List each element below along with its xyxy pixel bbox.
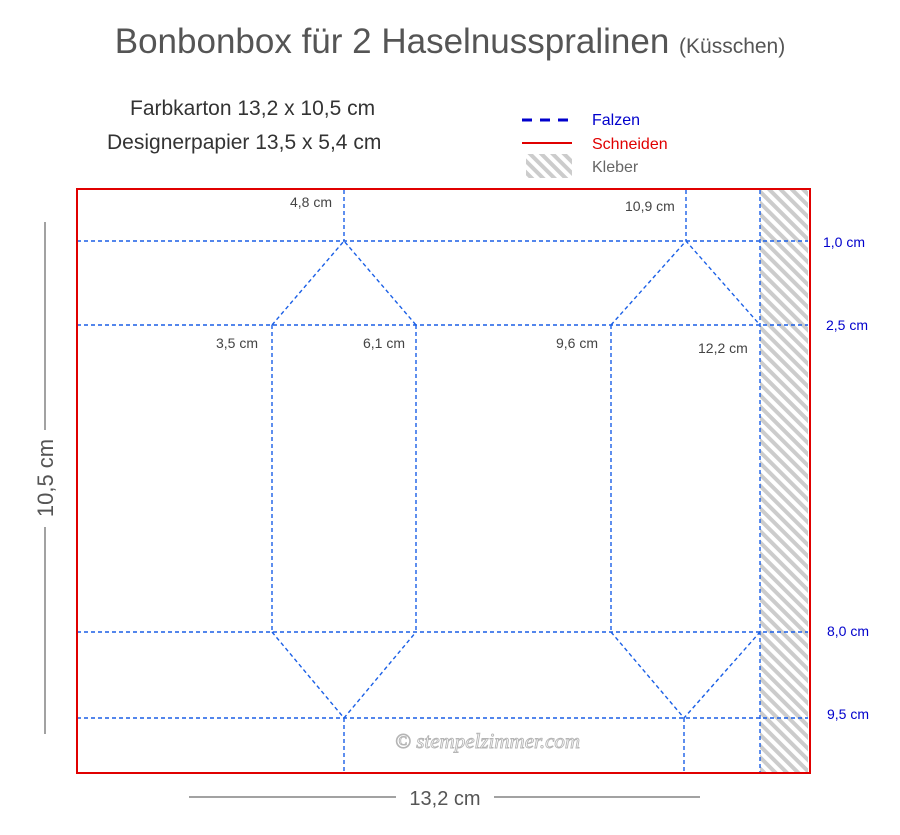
fold-bottom-gable-right [611,632,760,718]
legend-falzen: Falzen [592,112,641,129]
side-label-2-5cm: 2,5 cm [826,317,869,333]
legend-kleber: Kleber [592,159,639,176]
cut-outline [77,189,810,773]
material-cardstock: Farbkarton 13,2 x 10,5 cm [130,97,376,120]
height-dimension-label: 10,5 cm [33,438,58,518]
material-designer-paper: Designerpapier 13,5 x 5,4 cm [107,131,382,154]
side-label-1cm: 1,0 cm [823,234,866,250]
hatched-area-icon [526,154,572,178]
title-suffix: (Küsschen) [679,35,786,58]
fold-top-gable-right [611,241,760,325]
watermark: © stempelzimmer.com [395,729,581,753]
fold-top-gable-left [272,241,416,325]
label-12-2: 12,2 cm [698,340,748,356]
label-6-1: 6,1 cm [363,335,406,351]
fold-bottom-gable-left [272,632,416,718]
label-9-6: 9,6 cm [556,335,599,351]
side-label-9-5cm: 9,5 cm [827,706,870,722]
title-main: Bonbonbox für 2 Haselnusspralinen [114,22,670,61]
legend-schneiden: Schneiden [592,136,668,153]
fold-lines [77,190,808,772]
width-dimension-label: 13,2 cm [409,788,481,810]
side-label-8cm: 8,0 cm [827,623,870,639]
label-top-10-9: 10,9 cm [625,198,675,214]
glue-strip [760,190,808,772]
label-3-5: 3,5 cm [216,335,259,351]
label-top-4-8: 4,8 cm [290,194,333,210]
